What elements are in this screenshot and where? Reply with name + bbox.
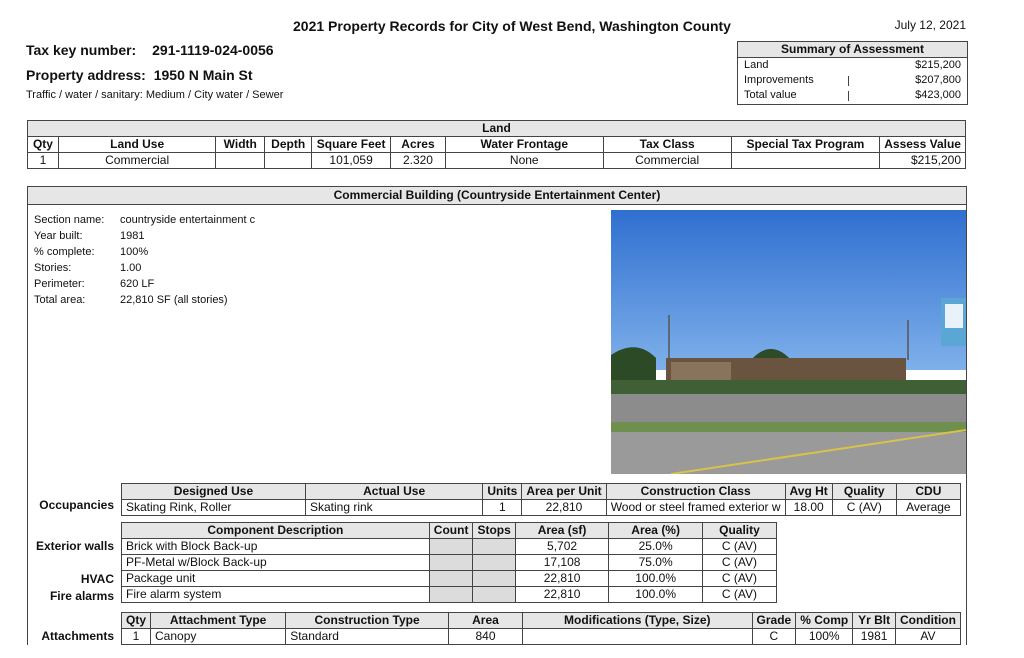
detail-value: 1.00 xyxy=(120,262,142,274)
col-area-sf: Area (sf) xyxy=(515,523,609,539)
detail-value: 22,810 SF (all stories) xyxy=(120,294,228,306)
cell-count xyxy=(429,555,473,571)
col-designed-use: Designed Use xyxy=(122,484,306,500)
cell-quality: C (AV) xyxy=(702,571,776,587)
col-construction-class: Construction Class xyxy=(606,484,785,500)
detail-row xyxy=(34,292,255,308)
cell-quality: C (AV) xyxy=(702,539,776,555)
cell-area-sf: 17,108 xyxy=(515,555,609,571)
detail-row xyxy=(34,276,255,292)
cell-area-pct: 25.0% xyxy=(609,539,703,555)
col-quality: Quality xyxy=(832,484,896,500)
col-grade: Grade xyxy=(752,613,796,629)
table-row xyxy=(28,153,966,169)
detail-label: % complete: xyxy=(34,246,95,258)
col-square-feet: Square Feet xyxy=(312,137,391,153)
page-title: 2021 Property Records for City of West Bend, Washington County xyxy=(293,18,731,34)
cell-actual-use: Skating rink xyxy=(305,500,482,516)
col-yr-blt: Yr Blt xyxy=(853,613,896,629)
detail-label: Year built: xyxy=(34,230,83,242)
summary-label: Total value xyxy=(744,89,797,101)
col-width: Width xyxy=(216,137,265,153)
col-component-description: Component Description xyxy=(122,523,430,539)
summary-divider xyxy=(848,76,849,86)
cell-description: Fire alarm system xyxy=(122,587,430,603)
cell-grade: C xyxy=(752,629,796,645)
summary-title: Summary of Assessment xyxy=(738,42,967,58)
cell-area-per-unit: 22,810 xyxy=(522,500,606,516)
building-details xyxy=(34,212,255,308)
col-units: Units xyxy=(483,484,522,500)
cell-description: Brick with Block Back-up xyxy=(122,539,430,555)
summary-value: $423,000 xyxy=(915,89,961,101)
cell-special-tax-program xyxy=(731,153,880,169)
cell-count xyxy=(429,571,473,587)
table-row xyxy=(122,539,777,555)
building-title: Commercial Building (Countryside Entertainment Center) xyxy=(28,187,966,205)
cell-pct-comp: 100% xyxy=(796,629,853,645)
address-value: 1950 N Main St xyxy=(153,67,253,83)
traffic-value: Medium / City water / Sewer xyxy=(145,89,284,101)
attachments-label: Attachments xyxy=(41,629,114,643)
cell-width xyxy=(216,153,265,169)
col-actual-use: Actual Use xyxy=(305,484,482,500)
cell-stops xyxy=(473,555,515,571)
summary-value: $207,800 xyxy=(915,74,961,86)
col-acres: Acres xyxy=(391,137,446,153)
land-header-row xyxy=(28,137,966,153)
detail-row xyxy=(34,260,255,276)
cell-stops xyxy=(473,539,515,555)
col-avg-ht: Avg Ht xyxy=(785,484,832,500)
traffic-line xyxy=(26,89,283,101)
summary-label: Improvements xyxy=(744,74,814,86)
col-cdu: CDU xyxy=(896,484,960,500)
cell-construction-class: Wood or steel framed exterior w xyxy=(606,500,785,516)
component-labels xyxy=(30,538,114,604)
col-construction-type: Construction Type xyxy=(286,613,449,629)
col-qty: Qty xyxy=(28,137,59,153)
col-count: Count xyxy=(429,523,473,539)
table-row xyxy=(122,500,961,516)
cell-area-pct: 100.0% xyxy=(609,587,703,603)
cell-avg-ht: 18.00 xyxy=(785,500,832,516)
cell-qty: 1 xyxy=(122,629,151,645)
summary-box xyxy=(737,41,968,105)
cell-depth xyxy=(265,153,312,169)
col-area-pct: Area (%) xyxy=(609,523,703,539)
cell-count xyxy=(429,539,473,555)
col-land-use: Land Use xyxy=(58,137,215,153)
components-table xyxy=(121,522,777,603)
cell-area-sf: 5,702 xyxy=(515,539,609,555)
property-photo xyxy=(611,210,966,474)
col-qty: Qty xyxy=(122,613,151,629)
cell-area-pct: 75.0% xyxy=(609,555,703,571)
tax-key-label: Tax key number: xyxy=(26,42,137,58)
cell-acres: 2.320 xyxy=(391,153,446,169)
cell-quality: C (AV) xyxy=(702,555,776,571)
table-row xyxy=(122,555,777,571)
summary-value: $215,200 xyxy=(915,59,961,71)
detail-row xyxy=(34,228,255,244)
detail-value: 620 LF xyxy=(120,278,155,290)
cell-count xyxy=(429,587,473,603)
col-water-frontage: Water Frontage xyxy=(445,137,603,153)
cell-assess-value: $215,200 xyxy=(880,153,966,169)
detail-row xyxy=(34,244,255,260)
detail-label: Section name: xyxy=(34,214,105,226)
cell-designed-use: Skating Rink, Roller xyxy=(122,500,306,516)
component-label-fire-alarms: Fire alarms xyxy=(49,588,114,603)
detail-label: Stories: xyxy=(34,262,72,274)
cell-condition: AV xyxy=(895,629,960,645)
cell-description: Package unit xyxy=(122,571,430,587)
tax-key-line xyxy=(26,42,274,58)
detail-label: Total area: xyxy=(34,294,86,306)
cell-water-frontage: None xyxy=(445,153,603,169)
summary-divider xyxy=(848,91,849,101)
col-special-tax-program: Special Tax Program xyxy=(731,137,880,153)
col-depth: Depth xyxy=(265,137,312,153)
col-area-per-unit: Area per Unit xyxy=(522,484,606,500)
col-stops: Stops xyxy=(473,523,515,539)
detail-value: countryside entertainment c xyxy=(120,214,256,226)
occupancies-header-row xyxy=(122,484,961,500)
table-row xyxy=(122,587,777,603)
cell-units: 1 xyxy=(483,500,522,516)
land-title-row xyxy=(28,121,966,137)
summary-row xyxy=(738,73,967,88)
cell-description: PF-Metal w/Block Back-up xyxy=(122,555,430,571)
cell-area-sf: 22,810 xyxy=(515,571,609,587)
col-assess-value: Assess Value xyxy=(880,137,966,153)
cell-tax-class: Commercial xyxy=(603,153,731,169)
tax-key-value: 291-1119-024-0056 xyxy=(152,42,274,58)
cell-modifications xyxy=(523,629,753,645)
cell-land-use: Commercial xyxy=(58,153,215,169)
table-row xyxy=(122,629,961,645)
component-label-hvac: HVAC xyxy=(80,572,114,586)
cell-quality: C (AV) xyxy=(702,587,776,603)
land-table xyxy=(27,120,966,169)
cell-square-feet: 101,059 xyxy=(312,153,391,169)
cell-stops xyxy=(473,587,515,603)
land-title: Land xyxy=(28,121,966,137)
traffic-label: Traffic / water / sanitary: xyxy=(26,89,143,101)
summary-row xyxy=(738,88,967,103)
col-tax-class: Tax Class xyxy=(603,137,731,153)
table-row xyxy=(122,571,777,587)
cell-area: 840 xyxy=(448,629,522,645)
cell-stops xyxy=(473,571,515,587)
detail-label: Perimeter: xyxy=(34,278,85,290)
cell-area-pct: 100.0% xyxy=(609,571,703,587)
attachments-header-row xyxy=(122,613,961,629)
cell-qty: 1 xyxy=(28,153,59,169)
summary-row xyxy=(738,58,967,73)
occupancies-table xyxy=(121,483,961,516)
cell-construction-type: Standard xyxy=(286,629,449,645)
component-label-exterior-walls: Exterior walls xyxy=(35,539,114,553)
cell-area-sf: 22,810 xyxy=(515,587,609,603)
cell-quality: C (AV) xyxy=(832,500,896,516)
attachments-table xyxy=(121,612,961,645)
cell-yr-blt: 1981 xyxy=(853,629,896,645)
occupancies-label: Occupancies xyxy=(39,498,114,512)
cell-cdu: Average xyxy=(896,500,960,516)
address-line xyxy=(26,67,253,83)
col-quality: Quality xyxy=(702,523,776,539)
col-pct-comp: % Comp xyxy=(796,613,853,629)
summary-label: Land xyxy=(744,59,769,71)
component-label-spacer xyxy=(30,555,114,572)
cell-attachment-type: Canopy xyxy=(151,629,286,645)
col-area: Area xyxy=(448,613,522,629)
report-date: July 12, 2021 xyxy=(894,18,966,32)
col-modifications: Modifications (Type, Size) xyxy=(523,613,753,629)
components-header-row xyxy=(122,523,777,539)
detail-row xyxy=(34,212,255,228)
address-label: Property address: xyxy=(26,67,146,83)
detail-value: 100% xyxy=(120,246,149,258)
col-attachment-type: Attachment Type xyxy=(151,613,286,629)
detail-value: 1981 xyxy=(120,230,145,242)
col-condition: Condition xyxy=(895,613,960,629)
